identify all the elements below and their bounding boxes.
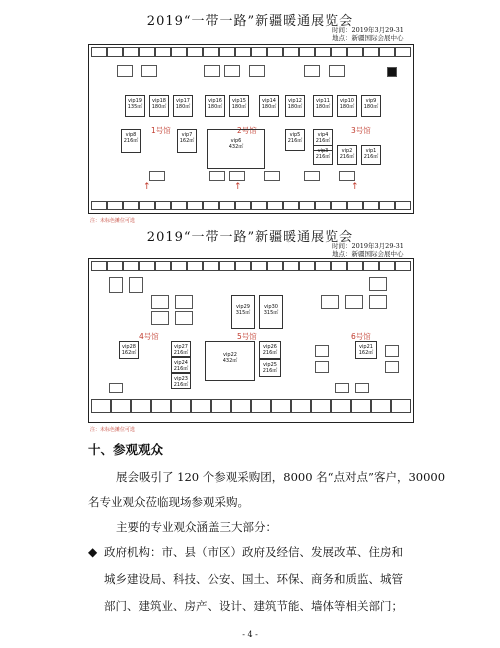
small-booth: [117, 65, 133, 77]
small-booth: [385, 345, 399, 357]
small-booth: [335, 383, 349, 393]
vip-booth: vip26 216㎡: [259, 341, 281, 359]
bullet-line: 政府机构：市、县（市区）政府及经信、发展改革、住房和: [104, 545, 403, 559]
vip-booth: vip10 180㎡: [337, 95, 357, 117]
bullet-line: 城乡建设局、科技、公安、国土、环保、商务和质监、城管: [104, 572, 403, 586]
small-booth: [151, 295, 169, 309]
small-booth: [339, 171, 355, 181]
small-booth: [369, 295, 387, 309]
vip-booth: vip21 162㎡: [355, 341, 377, 359]
paragraph-line: 主要的专业观众涵盖三大部分：: [116, 520, 277, 534]
floor-plan-2: [88, 258, 414, 423]
small-booth: [109, 383, 123, 393]
hall-label: 4号馆: [139, 332, 159, 341]
map2-time: 时间：2019年3月29-31: [332, 242, 404, 250]
small-booth: [304, 171, 320, 181]
small-booth: [264, 171, 280, 181]
bottom-booth-strip: [91, 399, 411, 413]
map2-title: 2019“一带一路”新疆暖通展览会: [146, 230, 354, 245]
small-booth: [109, 277, 123, 293]
map1-time: 时间：2019年3月29-31: [332, 26, 404, 34]
vip-booth: vip11 180㎡: [313, 95, 333, 117]
small-booth: [175, 295, 193, 309]
top-booth-strip: [91, 47, 411, 57]
map1-note: 注：未标色摊位可选: [90, 218, 136, 224]
vip-booth: vip28 162㎡: [119, 341, 139, 359]
vip-booth: vip18 180㎡: [149, 95, 169, 117]
vip-booth: vip1 216㎡: [361, 145, 381, 165]
map1-title: 2019“一带一路”新疆暖通展览会: [146, 14, 354, 29]
small-booth: [355, 383, 369, 393]
vip-booth: vip17 180㎡: [173, 95, 193, 117]
hall-label: 5号馆: [237, 332, 257, 341]
small-booth: [149, 171, 165, 181]
entrance-arrow-icon: ↑: [351, 182, 359, 192]
small-booth: [175, 311, 193, 325]
bottom-booth-strip: [91, 201, 411, 210]
vip-booth: vip4 216㎡: [313, 129, 333, 151]
small-booth: [369, 277, 387, 291]
vip-booth: vip9 180㎡: [361, 95, 381, 117]
vip-booth: vip30 315㎡: [259, 295, 283, 329]
small-booth: [315, 345, 329, 357]
paragraph-line: 展会吸引了 120 个参观采购团，8000 名“点对点”客户，30000: [116, 470, 446, 484]
entrance-arrow-icon: ↑: [143, 182, 151, 192]
vip-booth: vip27 216㎡: [171, 341, 191, 357]
vip-booth: vip24 216㎡: [171, 357, 191, 373]
small-booth: [209, 171, 225, 181]
vip-booth: vip2 216㎡: [337, 145, 357, 165]
bullet-line: 部门、建筑业、房产、设计、建筑节能、墙体等相关部门；: [104, 599, 403, 613]
vip-booth: vip19 135㎡: [125, 95, 145, 117]
small-booth: [304, 65, 320, 77]
small-booth: [204, 65, 220, 77]
section-heading: 十、参观观众: [88, 442, 164, 457]
small-booth: [345, 295, 363, 309]
vip-booth: vip23 216㎡: [171, 373, 191, 389]
small-booth: [315, 361, 329, 373]
vip-booth: vip8 216㎡: [121, 129, 141, 153]
vip-booth: vip12 180㎡: [285, 95, 305, 117]
diamond-bullet-icon: ◆: [88, 545, 98, 559]
small-booth: [151, 311, 169, 325]
vip-booth: vip15 180㎡: [229, 95, 249, 117]
small-booth: [129, 277, 143, 293]
vip-booth: vip7 162㎡: [177, 129, 197, 153]
vip-booth-large: vip6 432㎡: [207, 129, 265, 169]
small-booth: [141, 65, 157, 77]
small-booth: [329, 65, 345, 77]
small-booth: [385, 361, 399, 373]
small-booth: [249, 65, 265, 77]
vip-booth: vip16 180㎡: [205, 95, 225, 117]
black-booth: [387, 67, 397, 77]
hall-label: 2号馆: [237, 126, 257, 135]
vip-booth: vip3 216㎡: [313, 145, 333, 165]
vip-booth: vip5 216㎡: [285, 129, 305, 151]
map2-note: 注：未标色摊位可选: [90, 427, 136, 433]
entrance-arrow-icon: ↑: [234, 182, 242, 192]
small-booth: [224, 65, 240, 77]
map1-place: 地点：新疆国际会展中心: [332, 34, 404, 42]
paragraph-line: 名专业观众莅临现场参观采购。: [88, 495, 249, 509]
hall-label: 3号馆: [351, 126, 371, 135]
vip-booth-large: vip22 432㎡: [205, 341, 255, 381]
vip-booth: vip25 216㎡: [259, 359, 281, 377]
hall-label: 1号馆: [151, 126, 171, 135]
map2-place: 地点：新疆国际会展中心: [332, 250, 404, 258]
floor-plan-1: [88, 44, 414, 214]
small-booth: [229, 171, 245, 181]
vip-booth: vip29 315㎡: [231, 295, 255, 329]
page-number: - 4 -: [242, 630, 258, 639]
vip-booth: vip14 180㎡: [259, 95, 279, 117]
top-booth-strip: [91, 261, 411, 271]
hall-label: 6号馆: [351, 332, 371, 341]
small-booth: [321, 295, 339, 309]
